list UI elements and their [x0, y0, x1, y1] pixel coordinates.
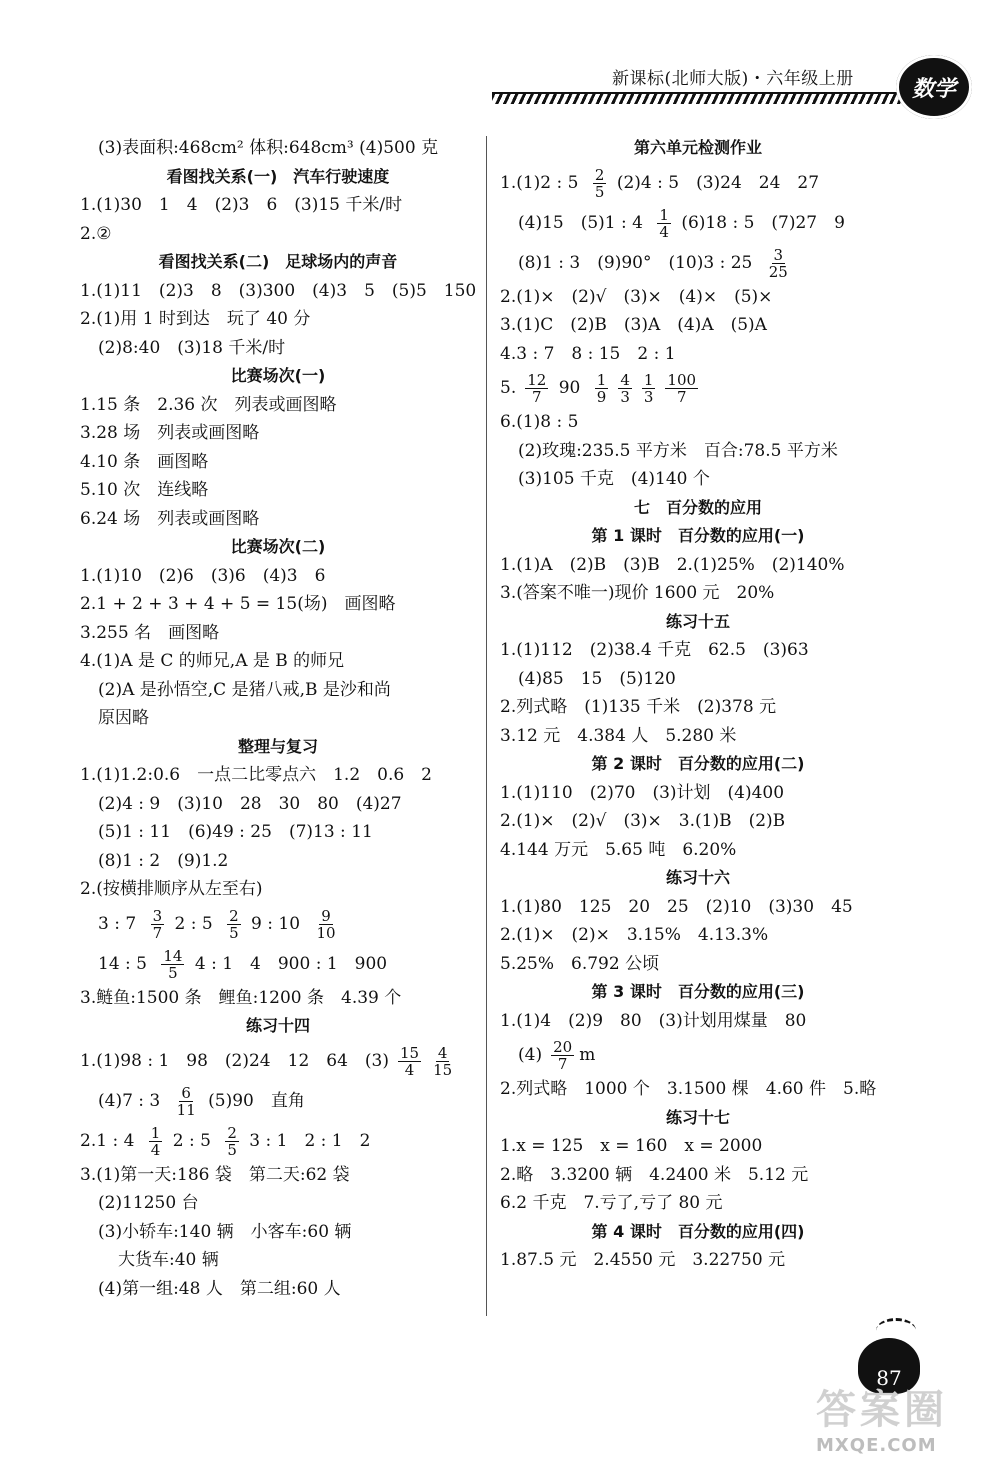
fraction-numerator: 2 — [594, 165, 605, 184]
answer-line — [80, 676, 480, 705]
answer-line — [80, 1041, 480, 1081]
answer-text: (2)4 : 5 (3)24 24 27 — [611, 172, 820, 193]
answer-line — [500, 243, 900, 283]
answer-line — [500, 722, 900, 751]
answer-text: 2.(1)× (2)√ (3)× (4)× (5)× — [500, 286, 773, 307]
answer-line — [500, 163, 900, 203]
fraction — [593, 167, 607, 200]
column-divider — [486, 136, 487, 1316]
fraction — [314, 908, 337, 941]
answer-text: 1.(1)30 1 4 (2)3 6 (3)15 千米/时 — [80, 195, 403, 215]
answer-line — [80, 134, 480, 163]
answer-text: 3.28 场 列表或画图略 — [80, 423, 260, 443]
fraction-denominator: 4 — [659, 222, 669, 241]
answer-text: 4.(1)A 是 C 的师兄,A 是 B 的师兄 — [80, 651, 345, 671]
answer-text: (4)15 (5)1 : 4 — [518, 212, 649, 233]
section-heading — [80, 248, 480, 277]
answer-line — [500, 283, 900, 312]
answer-text: 2.1 : 4 — [80, 1130, 140, 1151]
fraction-denominator: 11 — [176, 1100, 196, 1119]
answer-text: 1.(1)1.2:0.6 一点二比零点六 1.2 0.6 2 — [80, 765, 432, 785]
answer-text: (3)表面积:468cm² 体积:648cm³ (4)500 克 — [98, 138, 439, 158]
answer-text: 3.12 元 4.384 人 5.280 米 — [500, 725, 737, 746]
answer-line — [80, 1275, 480, 1304]
answer-text: 练习十六 — [665, 868, 730, 887]
section-heading — [500, 1104, 900, 1133]
answer-line — [500, 203, 900, 243]
answer-line — [500, 1161, 900, 1190]
answer-text: 2.(1)× (2)× 3.15% 4.13.3% — [500, 925, 769, 945]
answer-text: 1.(1)10 (2)6 (3)6 (4)3 6 — [80, 565, 326, 586]
answer-line — [80, 220, 480, 249]
fraction-denominator: 5 — [168, 963, 178, 982]
fraction — [642, 372, 656, 405]
fraction-numerator: 20 — [553, 1038, 573, 1056]
answer-text: 1.(1)11 (2)3 8 (3)300 (4)3 5 (5)5 150 — [80, 280, 477, 301]
answer-text: 1.(1)2 : 5 — [500, 172, 584, 193]
answer-line — [80, 1121, 480, 1161]
fraction — [225, 1125, 239, 1158]
watermark — [816, 1378, 994, 1462]
answer-text: 2.② — [80, 223, 112, 244]
answer-line — [500, 368, 900, 408]
fraction-numerator: 1 — [150, 1123, 161, 1142]
answer-line — [80, 1081, 480, 1121]
fraction-numerator: 2 — [227, 1123, 237, 1142]
answer-line — [80, 191, 480, 220]
answer-text: 3 : 7 — [98, 913, 142, 934]
header-rule — [492, 92, 912, 104]
answer-line — [80, 391, 480, 420]
answer-line — [500, 665, 900, 694]
fraction-numerator: 9 — [321, 906, 331, 925]
answer-line — [80, 476, 480, 505]
answer-text: 1.87.5 元 2.4550 元 3.22750 元 — [500, 1250, 786, 1270]
answer-text: 比赛场次(一) — [230, 366, 326, 385]
subject-badge: 数学 — [896, 55, 972, 119]
answer-line — [80, 334, 480, 363]
answer-text: 4 : 1 4 900 : 1 900 — [189, 953, 388, 974]
answer-line — [80, 448, 480, 477]
answer-line — [500, 1007, 900, 1036]
answer-line — [80, 1246, 480, 1275]
answer-text: (4)85 15 (5)120 — [518, 668, 676, 689]
answer-text: (2)8:40 (3)18 千米/时 — [98, 337, 286, 358]
answer-text: 4.144 万元 5.65 吨 6.20% — [500, 839, 737, 860]
answer-text: 看图找关系(一) 汽车行驶速度 — [166, 166, 390, 186]
section-heading — [80, 533, 480, 562]
fraction-numerator: 12 — [527, 371, 547, 389]
answer-line — [80, 875, 480, 904]
answer-text: 9 : 10 — [245, 913, 306, 934]
answer-text: 1.(1)4 (2)9 80 (3)计划用煤量 80 — [500, 1010, 807, 1031]
answer-line — [500, 950, 900, 979]
fraction — [618, 372, 632, 405]
answer-text: 1.15 条 2.36 次 列表或画图略 — [80, 394, 337, 415]
answer-line — [500, 465, 900, 494]
answer-line — [80, 847, 480, 876]
fraction-numerator: 4 — [437, 1043, 448, 1062]
fraction-denominator: 4 — [150, 1140, 161, 1159]
fraction-numerator: 15 — [399, 1043, 420, 1062]
fraction — [161, 948, 184, 981]
answer-line — [500, 340, 900, 369]
answer-text: (4)7 : 3 — [98, 1090, 166, 1111]
answer-line — [80, 1189, 480, 1218]
answer-line — [500, 921, 900, 950]
answer-line — [500, 779, 900, 808]
answer-text: 2.1 + 2 + 3 + 4 + 5 = 15(场) 画图略 — [80, 594, 396, 614]
answer-text: (5)1 : 11 (6)49 : 25 (7)13 : 11 — [98, 822, 373, 842]
fraction — [175, 1085, 198, 1118]
answer-line — [80, 704, 480, 733]
answer-line — [80, 505, 480, 534]
answer-text: (2)玫瑰:235.5 平方米 百合:78.5 平方米 — [518, 440, 838, 461]
answer-text: 2.(按横排顺序从左至右) — [80, 879, 263, 899]
fraction-numerator: 4 — [620, 371, 630, 389]
fraction — [431, 1045, 454, 1078]
section-heading — [500, 864, 900, 893]
answer-text: 5.10 次 连线略 — [80, 480, 209, 500]
answer-text: 6.24 场 列表或画图略 — [80, 508, 260, 529]
answer-line — [80, 818, 480, 847]
answer-text: 2.(1)用 1 时到达 玩了 40 分 — [80, 309, 311, 329]
answer-line — [80, 647, 480, 676]
answer-text: (8)1 : 3 (9)90° (10)3 : 25 — [518, 252, 758, 273]
answer-text: (3)小轿车:140 辆 小客车:60 辆 — [98, 1221, 352, 1242]
answer-line — [500, 551, 900, 580]
section-heading — [500, 494, 900, 523]
answer-text: 大货车:40 辆 — [118, 1250, 219, 1270]
fraction — [149, 1125, 163, 1158]
fraction-denominator: 5 — [229, 923, 239, 942]
fraction-denominator: 3 — [643, 388, 654, 406]
answer-text: (6)18 : 5 (7)27 9 — [675, 212, 845, 233]
answer-text: (4)第一组:48 人 第二组:60 人 — [98, 1278, 341, 1299]
answer-text: 2 : 5 — [167, 1130, 217, 1151]
answer-text: 第六单元检测作业 — [633, 138, 762, 157]
answer-text: 2.列式略 (1)135 千米 (2)378 元 — [500, 697, 777, 717]
answer-text: 3.(答案不唯一)现价 1600 元 20% — [500, 583, 775, 603]
answer-text: 七 百分数的应用 — [633, 497, 762, 517]
answer-text: (5)90 直角 — [202, 1090, 305, 1111]
fraction-denominator: 7 — [532, 388, 542, 406]
right-column — [500, 134, 900, 1275]
answer-line — [80, 277, 480, 306]
fraction-numerator: 100 — [667, 371, 697, 389]
fraction-numerator: 1 — [596, 371, 607, 389]
answer-text: 3.(1)第一天:186 袋 第二天:62 袋 — [80, 1164, 350, 1185]
answer-text: 看图找关系(二) 足球场内的声音 — [158, 252, 398, 271]
fraction — [151, 908, 165, 941]
answer-line — [500, 1132, 900, 1161]
answer-text: (3)105 千克 (4)140 个 — [518, 469, 710, 489]
answer-line — [80, 590, 480, 619]
page-number: 87 — [858, 1338, 920, 1394]
answer-text: (2)A 是孙悟空,C 是猪八戒,B 是沙和尚 — [98, 679, 391, 700]
section-heading — [80, 163, 480, 192]
fraction-numerator: 3 — [773, 245, 784, 264]
answer-text: 1.x = 125 x = 160 x = 2000 — [500, 1136, 763, 1156]
answer-line — [500, 1189, 900, 1218]
answer-line — [500, 693, 900, 722]
answer-line — [500, 636, 900, 665]
answer-text: 练习十四 — [245, 1016, 310, 1035]
fraction — [525, 372, 548, 405]
answer-text: 3.255 名 画图略 — [80, 622, 220, 643]
fraction — [595, 372, 609, 405]
left-column — [80, 134, 480, 1303]
answer-text: 6.2 千克 7.亏了,亏了 80 元 — [500, 1193, 723, 1213]
answer-line — [80, 305, 480, 334]
answer-text: 2 : 5 — [169, 913, 219, 934]
fraction — [551, 1039, 574, 1072]
fraction-denominator: 5 — [227, 1140, 237, 1159]
answer-text: 2.略 3.3200 辆 4.2400 米 5.12 元 — [500, 1164, 809, 1185]
answer-text: 2.(1)× (2)√ (3)× 3.(1)B (2)B — [500, 811, 786, 831]
answer-line — [500, 437, 900, 466]
answer-text: 练习十五 — [665, 611, 730, 631]
answer-line — [80, 790, 480, 819]
section-heading — [500, 750, 900, 779]
answer-text: 4.3 : 7 8 : 15 2 : 1 — [500, 343, 676, 364]
section-heading — [500, 134, 900, 163]
fraction — [767, 247, 790, 280]
fraction-denominator: 15 — [433, 1060, 453, 1079]
answer-line — [80, 944, 480, 984]
answer-line — [80, 419, 480, 448]
answer-line — [80, 761, 480, 790]
answer-text: (2)11250 台 — [98, 1193, 199, 1213]
answer-text: 2.列式略 1000 个 3.1500 棵 4.60 件 5.略 — [500, 1079, 877, 1099]
section-heading — [80, 1012, 480, 1041]
fraction-denominator: 4 — [404, 1060, 415, 1079]
answer-text: (2)4 : 9 (3)10 28 30 80 (4)27 — [98, 793, 402, 814]
fraction — [398, 1045, 421, 1078]
answer-text: 1.(1)112 (2)38.4 千克 62.5 (3)63 — [500, 640, 809, 660]
section-heading — [80, 733, 480, 762]
watermark-url: MXQE.COM — [816, 1435, 937, 1456]
answer-line — [500, 311, 900, 340]
section-heading — [500, 1218, 900, 1247]
fraction — [665, 372, 698, 405]
section-heading — [500, 522, 900, 551]
fraction-denominator: 10 — [316, 923, 336, 942]
answer-text: 5.25% 6.792 公顷 — [500, 953, 660, 974]
answer-line — [80, 1161, 480, 1190]
fraction-denominator: 25 — [768, 262, 788, 281]
fraction-denominator: 7 — [152, 923, 163, 942]
answer-text: 第 2 课时 百分数的应用(二) — [591, 754, 805, 773]
answer-line — [500, 1075, 900, 1104]
fraction-numerator: 3 — [152, 906, 163, 925]
answer-text: 1.(1)A (2)B (3)B 2.(1)25% (2)140% — [500, 554, 845, 575]
answer-text: 3 : 1 2 : 1 2 — [243, 1130, 371, 1151]
answer-line — [500, 408, 900, 437]
fraction-numerator: 14 — [163, 946, 183, 965]
answer-line — [500, 1035, 900, 1075]
answer-line — [500, 807, 900, 836]
section-heading — [500, 608, 900, 637]
answer-text: 1.(1)110 (2)70 (3)计划 (4)400 — [500, 782, 785, 803]
section-heading — [80, 362, 480, 391]
answer-text: (4) — [518, 1045, 543, 1065]
answer-text: 练习十七 — [665, 1107, 730, 1127]
answer-text: 3.(1)C (2)B (3)A (4)A (5)A — [500, 315, 767, 335]
answer-line — [80, 1218, 480, 1247]
answer-text: 第 3 课时 百分数的应用(三) — [591, 982, 805, 1001]
page-header-title: 新课标(北师大版)・六年级上册 — [612, 69, 854, 89]
answer-line — [500, 893, 900, 922]
answer-text: 90 — [553, 378, 586, 398]
answer-text: 4.10 条 画图略 — [80, 451, 209, 472]
fraction-denominator: 7 — [676, 388, 687, 406]
answer-line — [500, 836, 900, 865]
answer-line — [80, 904, 480, 944]
answer-text: m — [579, 1045, 596, 1065]
fraction-numerator: 6 — [181, 1083, 191, 1102]
answer-text: 5. — [500, 378, 517, 398]
fraction — [657, 207, 671, 240]
fraction-numerator: 1 — [659, 205, 669, 224]
fraction-denominator: 3 — [620, 388, 630, 406]
answer-text: 6.(1)8 : 5 — [500, 412, 579, 432]
answer-text: 比赛场次(二) — [230, 537, 326, 556]
answer-line — [500, 579, 900, 608]
answer-text: 原因略 — [98, 708, 149, 728]
answer-text: 1.(1)98 : 1 98 (2)24 12 64 (3) — [80, 1050, 389, 1071]
answer-line — [80, 619, 480, 648]
fraction-denominator: 7 — [557, 1055, 568, 1073]
answer-text: 第 4 课时 百分数的应用(四) — [591, 1221, 805, 1241]
answer-text: 14 : 5 — [98, 953, 153, 974]
answer-text: 整理与复习 — [237, 736, 318, 756]
answer-line — [500, 1246, 900, 1275]
watermark-logo-text: 答案圈 — [816, 1387, 948, 1433]
fraction-denominator: 5 — [594, 182, 605, 201]
answer-line — [80, 984, 480, 1013]
answer-text: 3.鲢鱼:1500 条 鲤鱼:1200 条 4.39 个 — [80, 987, 402, 1008]
answer-text: 第 1 课时 百分数的应用(一) — [591, 526, 805, 545]
answer-text: 1.(1)80 125 20 25 (2)10 (3)30 45 — [500, 896, 853, 917]
section-heading — [500, 978, 900, 1007]
fraction-numerator: 2 — [229, 906, 239, 925]
answer-text: (8)1 : 2 (9)1.2 — [98, 850, 229, 871]
fraction — [227, 908, 241, 941]
fraction-numerator: 1 — [643, 371, 654, 389]
fraction-denominator: 9 — [596, 388, 607, 406]
answer-line — [80, 562, 480, 591]
